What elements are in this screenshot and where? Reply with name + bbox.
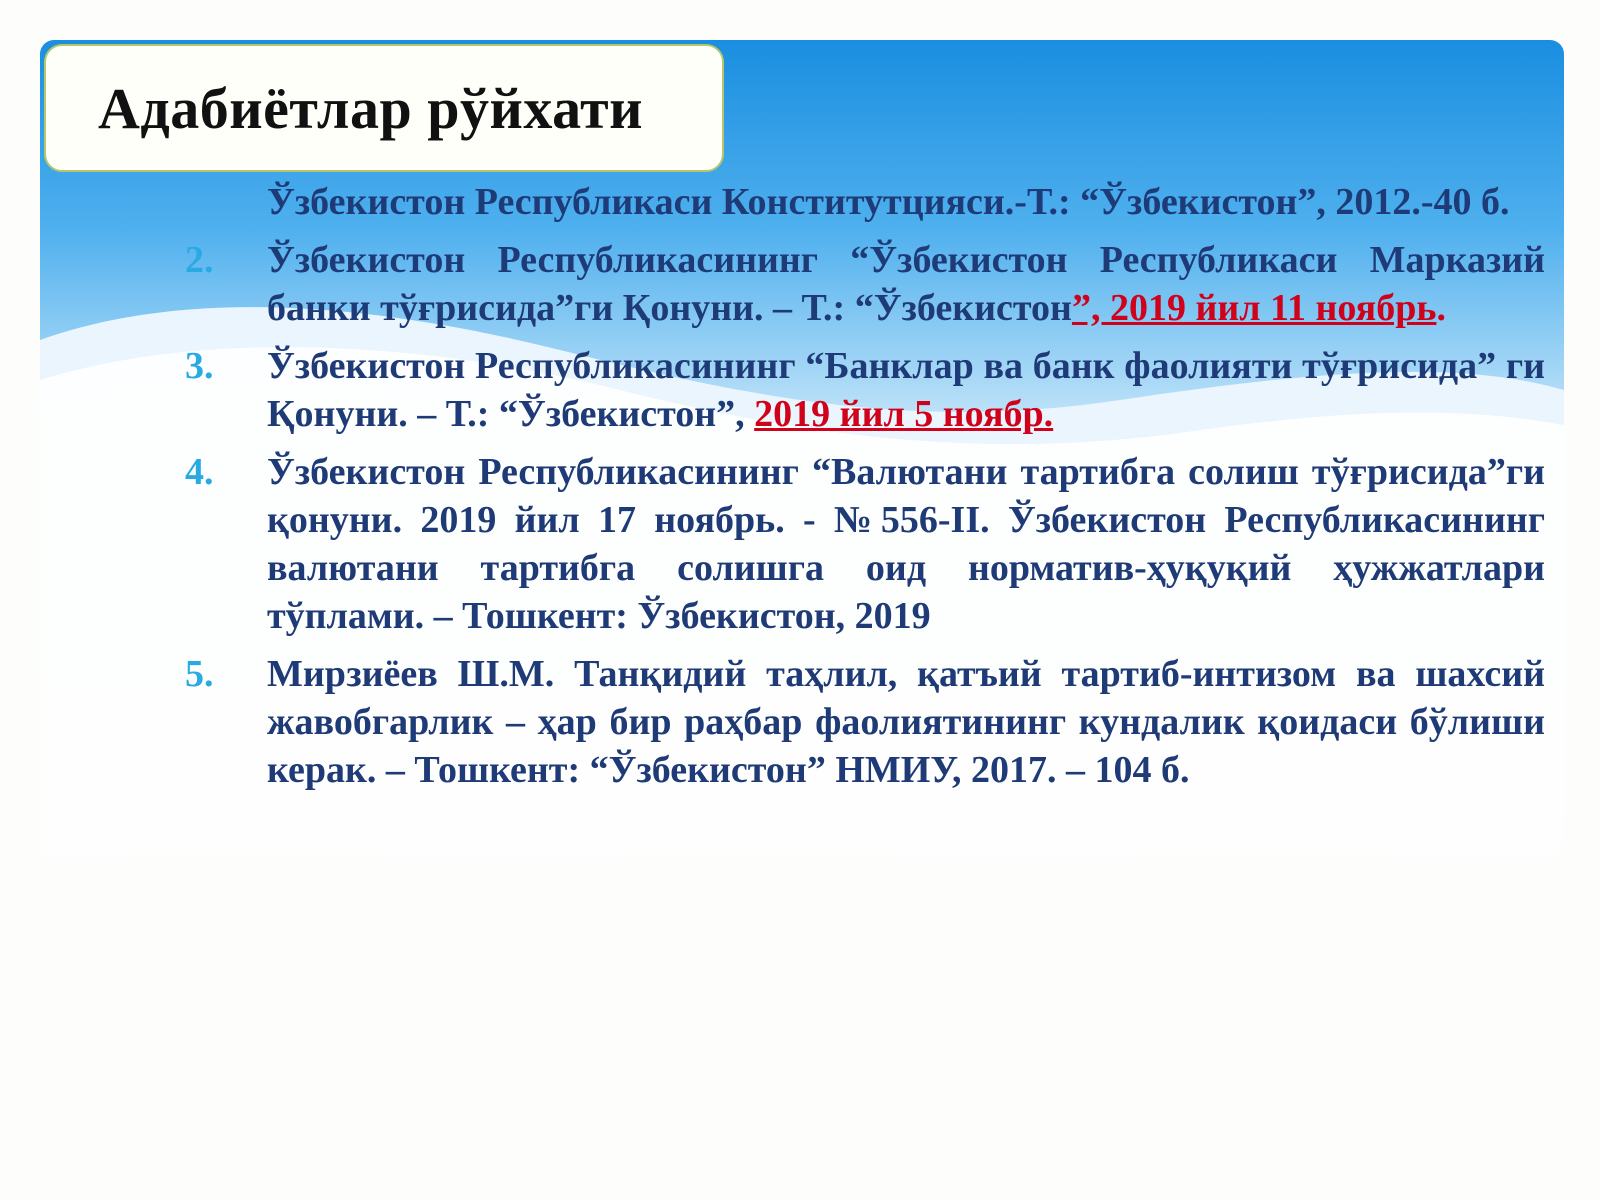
reference-text bbox=[267, 236, 1545, 332]
reference-link[interactable]: ”, 2019 йил 11 ноябрь bbox=[1071, 287, 1437, 329]
reference-item-1 bbox=[185, 178, 1545, 226]
reference-text: Мирзиёев Ш.М. Танқидий таҳлил, қатъий тартиб-интизом ва шахсий жавобгарлик – ҳар бир раҳбар фаолиятининг кундалик қоидаси бўлиши керак. – Тошкент: “Ўзбекистон” НМИУ, 2017. – 104 б. bbox=[267, 653, 1545, 791]
reference-number: 4. bbox=[185, 451, 214, 493]
reference-text-part: Ўзбекистон Республикасининг “Ўзбекистон Республикаси Марказий банки тўғрисида”ги Қонуни. – Т.: “Ўзбекистон bbox=[267, 239, 1545, 329]
reference-number: 3. bbox=[185, 345, 214, 387]
slide-title: Адабиётлар рўйхати bbox=[98, 75, 644, 141]
reference-number: 2. bbox=[185, 239, 214, 281]
reference-link[interactable]: 2019 йил 5 ноябр. bbox=[754, 393, 1054, 435]
references-list bbox=[185, 178, 1545, 804]
reference-item-5 bbox=[185, 650, 1545, 794]
reference-item-2 bbox=[185, 236, 1545, 332]
reference-text: Ўзбекистон Республикасининг “Валютани тартибга солиш тўғрисида”ги қонуни. 2019 йил 17 ноябрь. - №556-II. Ўзбекистон Республикасининг валютани тартибга солишга оид норматив-ҳуқуқий ҳужжатлари тўплами. – Тошкент: Ўзбекистон, 2019 bbox=[267, 451, 1545, 637]
reference-text-end: . bbox=[1436, 287, 1446, 329]
reference-text: Ўзбекистон Республикаси Конститутцияси.-Т.: “Ўзбекистон”, 2012.-40 б. bbox=[267, 181, 1510, 223]
reference-text-part: Ўзбекистон Республикасининг “Банклар ва банк фаолияти тўғрисида” ги Қонуни. – Т.: “Ўзбекистон”, bbox=[267, 345, 1545, 435]
reference-item-3 bbox=[185, 342, 1545, 438]
reference-text bbox=[267, 342, 1545, 438]
reference-number: 5. bbox=[185, 653, 214, 695]
reference-item-4 bbox=[185, 448, 1545, 640]
title-box bbox=[44, 44, 724, 172]
